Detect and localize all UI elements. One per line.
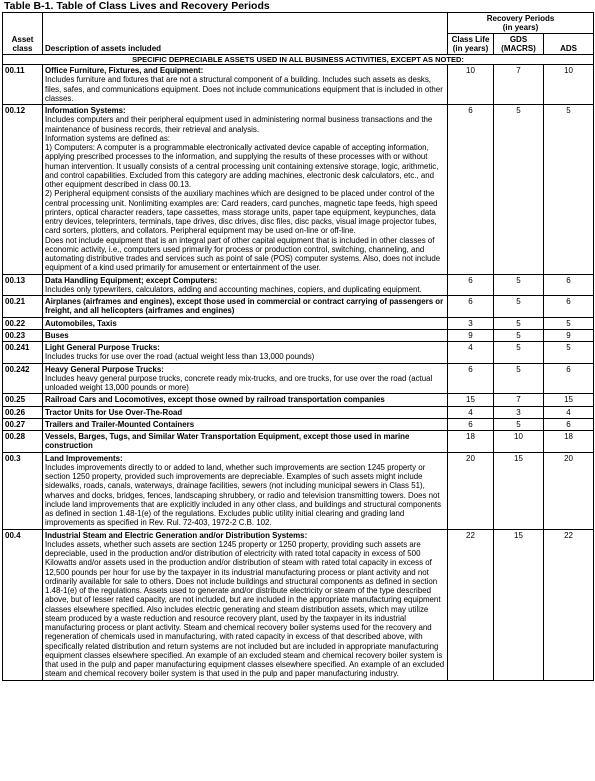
class-life-header: Class Life (in years) [448,34,494,55]
recovery-periods-header: Recovery Periods (in years) [448,13,594,34]
ads-cell: 15 [544,394,594,406]
asset-description-text: 1) Computers: A computer is a programmable electronically activated device capable of accepting information, applying prescribed processes to the information, and supplying the results of these processes with or without human intervention. It usually consists of a central processing unit containing extensive storage, logic, arithmetic, and control capabilities. Excluded from this category are adding machines, electronic desk calculators, etc., and other equipment described in class 00.13. [45,143,439,189]
asset-description-text: Includes heavy general purpose trucks, concrete ready mix-trucks, and ore trucks, for use over the road (actual unloaded weight 13,000 pounds or more) [45,373,433,392]
description-cell [43,418,448,430]
asset-class-cell: 00.12 [3,105,43,275]
table-row [3,363,594,394]
gds-cell: 15 [494,529,544,680]
description-header: Description of assets included [43,34,448,55]
ads-cell: 10 [544,65,594,105]
life-cell: 15 [448,394,494,406]
specific-assets-note: SPECIFIC DEPRECIABLE ASSETS USED IN ALL BUSINESS ACTIVITIES, EXCEPT AS NOTED: [3,55,594,65]
description-cell [43,394,448,406]
asset-description-text: Includes trucks for use over the road (actual weight less than 13,000 pounds) [45,352,315,362]
description-cell [43,431,448,453]
ads-cell: 18 [544,431,594,453]
gds-cell: 5 [494,317,544,329]
class-lives-table [2,12,594,681]
asset-class-cell: 00.4 [3,529,43,680]
table-row [3,394,594,406]
asset-class-cell: 00.3 [3,452,43,529]
asset-heading: Information Systems: [45,106,126,115]
asset-class-cell: 00.241 [3,342,43,364]
ads-cell: 6 [544,296,594,318]
life-cell: 6 [448,363,494,394]
life-cell: 6 [448,418,494,430]
asset-heading: Industrial Steam and Electric Generation and/or Distribution Systems: [45,530,308,540]
description-cell [43,65,448,105]
ads-cell: 4 [544,406,594,418]
asset-heading: Data Handling Equipment; except Computers: [45,275,218,285]
asset-description-text: Includes computers and their peripheral equipment used in administering normal business transactions and the maintenance of business records, their retrieval and analysis. [45,115,433,134]
table-row [3,329,594,341]
gds-cell: 7 [494,394,544,406]
asset-class-cell: 00.27 [3,418,43,430]
description-cell [43,363,448,394]
table-row [3,418,594,430]
asset-class-cell: 00.23 [3,329,43,341]
asset-class-cell: 00.11 [3,65,43,105]
asset-class-cell: 00.13 [3,274,43,296]
table-row [3,529,594,680]
gds-cell: 15 [494,452,544,529]
asset-description-text: 2) Peripheral equipment consists of the auxiliary machines which are designed to be placed under control of the central processing unit. Nonlimiting examples are: Card readers, card punches, magnetic tape feeds, high speed printers, optical character readers, tape cassettes, mass storage units, paper tape equipment, keypunches, data entry devices, teleprinters, terminals, tape drives, disc drives, disc files, disc packs, visual image projector tubes, card sorters, plotters, and collators. Peripheral equipment may be used on-line or off-line. [45,189,438,236]
ads-cell: 6 [544,418,594,430]
table-title: Table B-1. Table of Class Lives and Recovery Periods [4,0,270,12]
description-cell [43,406,448,418]
asset-class-header: Asset class [3,34,43,55]
gds-cell: 5 [494,274,544,296]
asset-heading: Railroad Cars and Locomotives, except those owned by railroad transportation companies [45,395,385,405]
ads-cell: 22 [544,529,594,680]
description-cell [43,105,448,275]
asset-heading: Light General Purpose Trucks: [45,343,160,352]
asset-class-cell: 00.242 [3,363,43,394]
life-cell: 6 [448,105,494,275]
asset-heading: Trailers and Trailer-Mounted Containers [45,419,195,429]
asset-description-text: Information systems are defined as: [45,133,170,143]
gds-cell: 5 [494,329,544,341]
life-cell: 6 [448,296,494,318]
asset-class-cell: 00.25 [3,394,43,406]
table-row [3,274,594,296]
gds-cell: 5 [494,105,544,275]
ads-cell: 5 [544,342,594,364]
asset-description-text: Includes assets, whether such assets are section 1245 property or 1250 property, providing such assets are depreciable, used in the production and/or distribution of electricity with rated total capacity in excess of 500 Kilowatts and/or assets used in the production and/or distribution of steam with rated total capacity in excess of 12,500 pounds per hour for use by the taxpayer in its industrial manufacturing process or plant activity and not ordinarily available for sale to others. Does not include buildings and structural components as defined in section 1.48-1(e) of the regulations. Assets used to generate and/or distribute electricity or steam of the type described above, but of lesser rated capacity, are not included, but are included in the appropriate manufacturing equipment classes elsewhere specified. Also includes electric generating and steam distribution assets, which may utilize steam produced by a waste reduction and resource recovery plant, used by the taxpayer in its industrial manufacturing process or plant activity. Steam and chemical recovery boiler systems used for the recovery and regeneration of chemicals used in manufacturing, with rated capacity in excess of that described above, with specifically related distribution and return systems are not included but are included in appropriate manufacturing equipment classes elsewhere specified. An example of an excluded steam and chemical recovery boiler system is that used in the pulp and paper manufacturing equipment classes elsewhere specified. An example of an excluded steam and chemical recovery boiler system is that used in the pulp and paper manufacturing industry. [45,539,445,679]
description-cell [43,452,448,529]
asset-class-header-top [3,13,43,34]
ads-header: ADS [544,34,594,55]
table-row [3,342,594,364]
table-row [3,406,594,418]
gds-cell: 3 [494,406,544,418]
life-cell: 4 [448,342,494,364]
gds-cell: 5 [494,342,544,364]
description-cell [43,296,448,318]
life-cell: 9 [448,329,494,341]
table-row [3,452,594,529]
asset-description-text: Includes improvements directly to or added to land, whether such improvements are section 1245 property or section 1250 property, provided such improvements are depreciable. Examples of such assets might include sidewalks, roads, canals, waterways, drainage facilities, sewers (not including municipal sewers in Class 51), wharves and docks, bridges, fences, landscaping shrubbery, or radio and television transmitting towers. Does not include land improvements that are explicitly included in any other class, and buildings and structural components as defined in section 1.48-1(e) of the regulations. Excludes public utility initial clearing and grading land improvements as specified in Rev. Rul. 72-403, 1972-2 C.B. 102. [45,462,442,528]
description-cell [43,529,448,680]
asset-description-text: Does not include equipment that is an integral part of other capital equipment that is included in other classes of economic activity, i.e., computers used primarily for process or production control, switching, channeling, and automating distributive trades and services such as point of sale (POS) computer systems. Also, does not include equipment of a kind used primarily for amusement or entertainment of the user. [45,235,441,273]
life-cell: 10 [448,65,494,105]
table-row [3,105,594,275]
description-cell [43,329,448,341]
life-cell: 18 [448,431,494,453]
table-row [3,65,594,105]
gds-cell: 5 [494,296,544,318]
table-row [3,431,594,453]
asset-class-cell: 00.28 [3,431,43,453]
gds-cell: 10 [494,431,544,453]
asset-heading: Automobiles, Taxis [45,318,117,328]
asset-class-cell: 00.22 [3,317,43,329]
gds-cell: 5 [494,418,544,430]
gds-cell: 5 [494,363,544,394]
asset-heading: Vessels, Barges, Tugs, and Similar Water Transportation Equipment, except those used in marine construction [45,432,410,451]
asset-heading: Tractor Units for Use Over-The-Road [45,407,183,417]
table-row [3,296,594,318]
asset-heading: Heavy General Purpose Trucks: [45,364,164,374]
life-cell: 4 [448,406,494,418]
ads-cell: 6 [544,363,594,394]
asset-class-cell: 00.26 [3,406,43,418]
ads-cell: 6 [544,274,594,296]
ads-cell: 9 [544,329,594,341]
life-cell: 6 [448,274,494,296]
asset-heading: Land Improvements: [45,453,123,463]
life-cell: 20 [448,452,494,529]
asset-description-text: Includes furniture and fixtures that are not a structural component of a building. Includes such assets as desks, files, safes, and communications equipment. Does not include communications equipment that is included in other classes. [45,75,443,103]
life-cell: 3 [448,317,494,329]
description-header-top [43,13,448,34]
asset-class-cell: 00.21 [3,296,43,318]
asset-heading: Office Furniture, Fixtures, and Equipment: [45,66,204,75]
asset-heading: Buses [45,330,69,340]
ads-cell: 20 [544,452,594,529]
life-cell: 22 [448,529,494,680]
ads-cell: 5 [544,317,594,329]
asset-heading: Airplanes (airframes and engines), except those used in commercial or contract carrying of passengers or freight, and all helicopters (airframes and engines) [45,297,444,316]
description-cell [43,274,448,296]
description-cell [43,317,448,329]
gds-header: GDS (MACRS) [494,34,544,55]
table-row [3,317,594,329]
asset-description-text: Includes only typewriters, calculators, adding and accounting machines, copiers, and duplicating equipment. [45,284,422,294]
ads-cell: 5 [544,105,594,275]
description-cell [43,342,448,364]
gds-cell: 7 [494,65,544,105]
